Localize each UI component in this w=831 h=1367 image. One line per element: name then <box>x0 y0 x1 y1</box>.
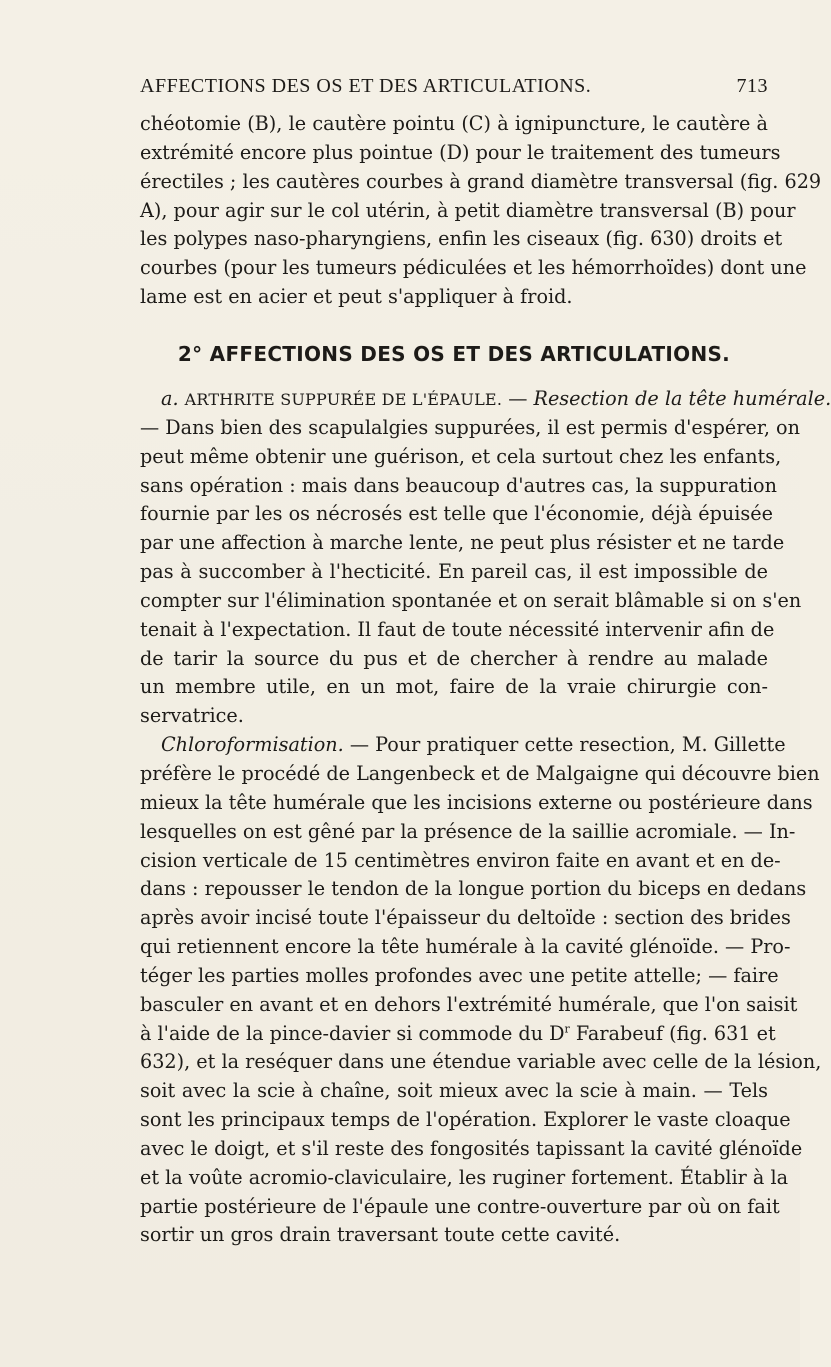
paragraph-3-first-line-rest: — Pour pratiquer cette resection, M. Gillette <box>343 733 786 757</box>
text-line: sont les principaux temps de l'opération. Explorer le vaste cloaque <box>140 1108 791 1132</box>
text-line: après avoir incisé toute l'épaisseur du deltoïde : section des brides <box>140 906 791 930</box>
running-head <box>140 75 768 101</box>
text-line: et la voûte acromio-claviculaire, les ruginer fortement. Établir à la <box>140 1165 789 1189</box>
dr-line-before: à l'aide de la pince-davier si commode du D <box>140 1021 565 1045</box>
paragraph-2 <box>140 385 831 1250</box>
subsection-dash: — <box>502 387 534 410</box>
text-line: fournie par les os nécrosés est telle que l'économie, déjà épuisée <box>140 502 773 526</box>
text-line: érectiles ; les cautères courbes à grand diamètre transversal (fig. 629 <box>140 169 822 193</box>
paragraph-3-italic-start: Chloroformisation. <box>161 733 344 757</box>
text-line: qui retiennent encore la tête humérale à la cavité glénoïde. — Pro- <box>140 935 791 959</box>
text-line: compter sur l'élimination spontanée et on serait blâmable si on s'en <box>140 588 802 612</box>
subsection-italic-title: Resection de la tête humérale. <box>533 387 831 410</box>
section-heading: 2° AFFECTIONS DES OS ET DES ARTICULATIONS. <box>177 342 731 366</box>
paragraph-1 <box>140 110 822 312</box>
text-line: avec le doigt, et s'il reste des fongosités tapissant la cavité glénoïde <box>140 1136 803 1160</box>
text-line: chéotomie (B), le cautère pointu (C) à ignipuncture, le cautère à <box>140 112 768 135</box>
text-line: servatrice. <box>140 704 244 728</box>
text-line: lame est en acier et peut s'appliquer à froid. <box>140 285 573 309</box>
subsection-title: ARTHRITE SUPPURÉE DE L'ÉPAULE. <box>184 390 503 409</box>
text-line: de tarir la source du pus et de chercher à rendre au malade <box>140 646 768 670</box>
text-line-doctor <box>140 1020 776 1049</box>
dr-superscript: r <box>564 1022 570 1036</box>
text-line: 632), et la reséquer dans une étendue variable avec celle de la lésion, <box>140 1050 822 1074</box>
text-line: mieux la tête humérale que les incisions externe ou postérieure dans <box>140 790 813 814</box>
text-line: A), pour agir sur le col utérin, à petit diamètre transversal (B) pour <box>140 198 796 222</box>
text-line: préfère le procédé de Langenbeck et de Malgaigne qui découvre bien <box>140 761 820 785</box>
dr-line-after: Farabeuf (fig. 631 et <box>569 1021 776 1045</box>
text-line: cision verticale de 15 centimètres environ faite en avant et en de- <box>140 848 781 872</box>
text-line: sans opération : mais dans beaucoup d'autres cas, la suppuration <box>140 473 777 497</box>
text-line: lesquelles on est gêné par la présence de la saillie acromiale. — In- <box>140 819 796 843</box>
text-line: soit avec la scie à chaîne, soit mieux avec la scie à main. — Tels <box>140 1079 768 1103</box>
text-line: peut même obtenir une guérison, et cela surtout chez les enfants, <box>140 444 782 468</box>
text-line: les polypes naso-pharyngiens, enfin les ciseaux (fig. 630) droits et <box>140 227 783 251</box>
text-line: partie postérieure de l'épaule une contre-ouverture par où on fait <box>140 1194 780 1218</box>
paragraph-3-first-line <box>140 731 786 760</box>
text-line: sortir un gros drain traversant toute cette cavité. <box>140 1223 621 1247</box>
text-line: basculer en avant et en dehors l'extrémité humérale, que l'on saisit <box>140 992 798 1016</box>
text-line: par une affection à marche lente, ne peut plus résister et ne tarde <box>140 531 785 555</box>
text-line: — Dans bien des scapulalgies suppurées, il est permis d'espérer, on <box>140 415 800 439</box>
text-line: tenait à l'expectation. Il faut de toute nécessité intervenir afin de <box>140 617 775 641</box>
subsection-letter: a. <box>161 387 179 410</box>
text-line: extrémité encore plus pointue (D) pour le traitement des tumeurs <box>140 140 781 164</box>
page-number: 713 <box>736 75 768 97</box>
text-line: un membre utile, en un mot, faire de la vraie chirurgie con- <box>140 675 768 699</box>
text-line: courbes (pour les tumeurs pédiculées et les hémorrhoïdes) dont une <box>140 256 807 280</box>
text-line: dans : repousser le tendon de la longue portion du biceps en dedans <box>140 877 807 901</box>
text-line: téger les parties molles profondes avec une petite attelle; — faire <box>140 963 779 987</box>
running-title: AFFECTIONS DES OS ET DES ARTICULATIONS. <box>140 75 592 97</box>
subsection-heading-line <box>140 385 831 414</box>
text-line: pas à succomber à l'hecticité. En pareil cas, il est impossible de <box>140 560 768 584</box>
